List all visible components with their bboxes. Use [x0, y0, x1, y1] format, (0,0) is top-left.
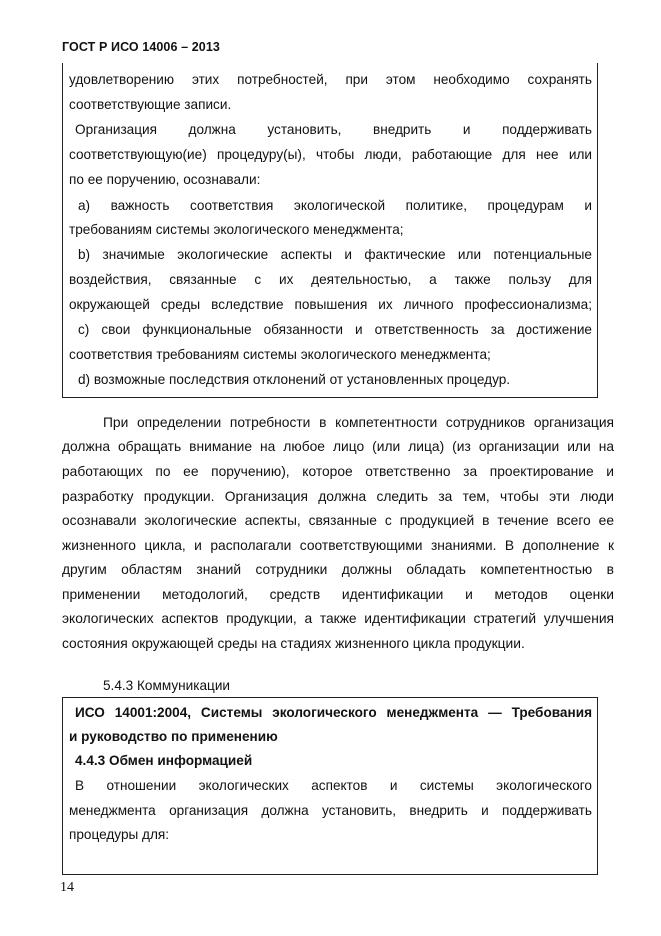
page-header-title: ГОСТ Р ИСО 14006 – 2013	[62, 40, 220, 54]
body-paragraph-line: При определении потребности в компетентности сотрудников организация	[103, 415, 614, 430]
body-paragraph-line: другим областям знаний сотрудники должны обладать компетентностью в	[62, 562, 614, 577]
box2-heading-line: и руководство по применению	[69, 729, 278, 744]
box1-list-item-c: c) свои функциональные обязанности и ответственность за достижение	[78, 322, 592, 337]
body-paragraph-line: жизненного цикла, и располагали соответствующими знаниями. В дополнение к	[62, 538, 614, 553]
box1-line: требованиям системы экологического менеджмента;	[69, 222, 404, 237]
box1-list-item-a: a) важность соответствия экологической политике, процедурам и	[78, 198, 592, 213]
box2-heading-line: ИСО 14001:2004, Системы экологического менеджмента — Требования	[75, 705, 592, 720]
body-paragraph-line: экологических аспектов продукции, а также идентификации стратегий улучшения	[62, 611, 614, 626]
body-paragraph-line: должна обращать внимание на любое лицо (или лица) (из организации или на	[62, 439, 614, 454]
box1-line: соответствия требованиям системы экологического менеджмента;	[69, 347, 491, 362]
box2-line: В отношении экологических аспектов и системы экологического	[75, 778, 592, 793]
box1-list-item-d: d) возможные последствия отклонений от установленных процедур.	[78, 372, 511, 387]
box2-line: процедуры для:	[69, 827, 170, 842]
box2-line: менеджмента организация должна установить, внедрить и поддерживать	[69, 803, 592, 818]
box1-line: Организация должна установить, внедрить и поддерживать	[75, 122, 592, 137]
box1-line: удовлетворению этих потребностей, при этом необходимо сохранять	[69, 72, 592, 87]
box1-list-item-b: b) значимые экологические аспекты и фактические или потенциальные	[78, 247, 592, 262]
section-heading-5-4-3: 5.4.3 Коммуникации	[103, 678, 231, 693]
body-paragraph-line: состояния окружающей среды на стадиях жизненного цикла продукции.	[62, 636, 525, 651]
page-number: 14	[60, 880, 74, 895]
body-paragraph-line: осознавали экологические аспекты, связанные с продукцией в течение всего ее	[62, 513, 614, 528]
box1-line: соответствующую(ие) процедуру(ы), чтобы люди, работающие для нее или	[69, 147, 592, 162]
body-paragraph-line: работающих по ее поручению), которое ответственно за проектирование и	[62, 464, 614, 479]
body-paragraph-line: разработку продукции. Организация должна следить за тем, чтобы эти люди	[62, 489, 614, 504]
box1-line: окружающей среды вследствие повышения их личного профессионализма;	[69, 297, 592, 312]
body-paragraph-line: применении методологий, средств идентификации и методов оценки	[62, 587, 614, 602]
box1-line: воздействия, связанные с их деятельностью, а также пользу для	[69, 272, 592, 287]
box2-subheading-4-4-3: 4.4.3 Обмен информацией	[75, 753, 253, 768]
box1-line: соответствующие записи.	[69, 97, 232, 112]
box1-line: по ее поручению, осознавали:	[69, 172, 261, 187]
